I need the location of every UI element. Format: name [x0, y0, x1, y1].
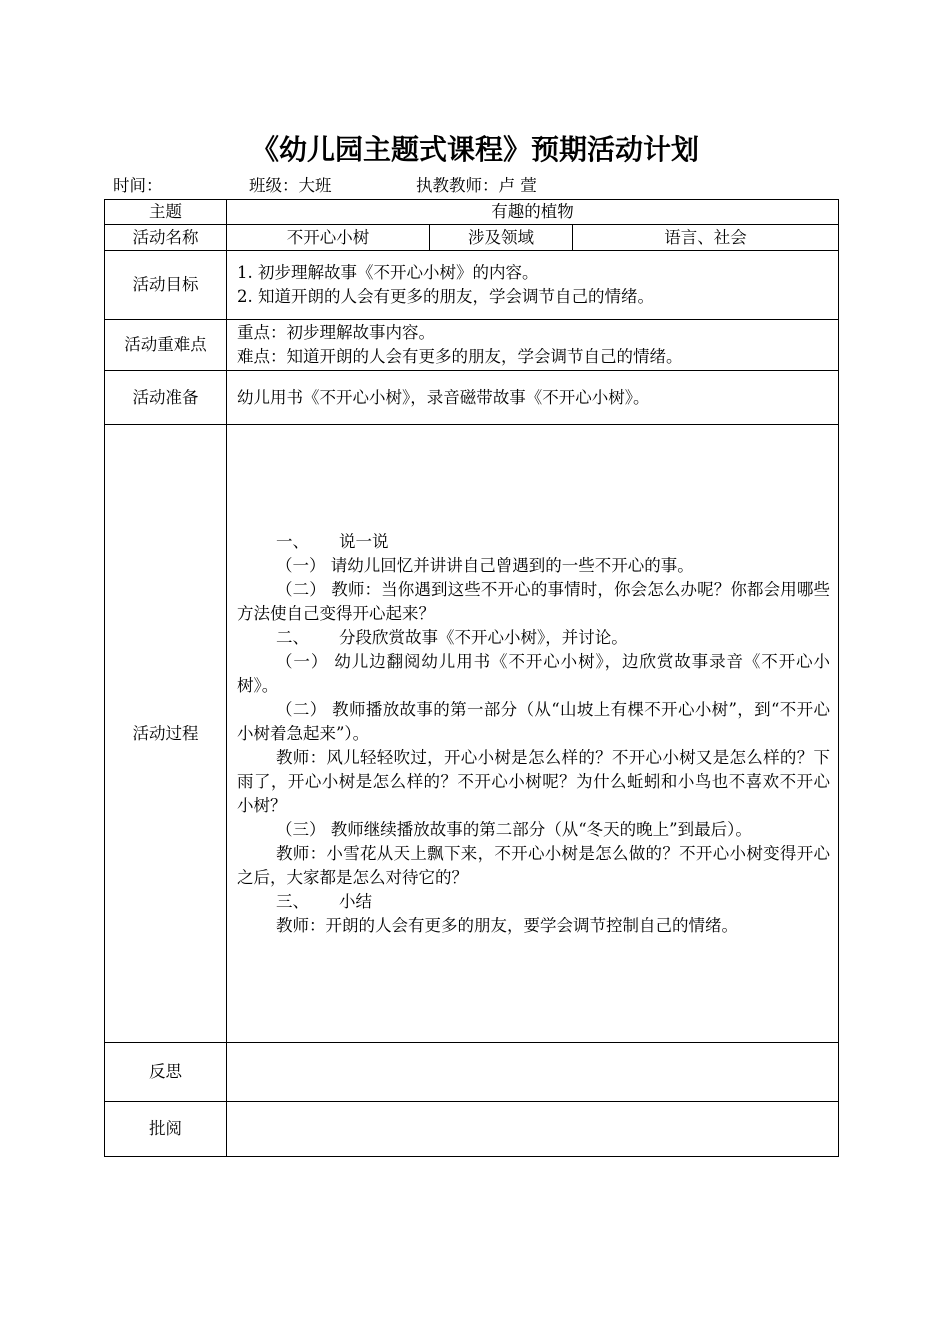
process-paragraph: 教师：小雪花从天上飘下来，不开心小树是怎么做的？不开心小树变得开心之后，大家都是怎么对待它的？	[237, 843, 831, 887]
key-points-row	[105, 320, 839, 371]
section-title: 分段欣赏故事《不开心小树》，并讨论。	[339, 627, 628, 647]
goal-content	[227, 251, 839, 320]
process-paragraph: （三） 教师继续播放故事的第二部分（从“冬天的晚上”到最后）。	[276, 819, 752, 839]
goal-row	[105, 251, 839, 320]
plan-table	[104, 199, 839, 1157]
section-title: 小结	[339, 891, 372, 911]
preparation-label: 活动准备	[105, 371, 227, 425]
process-paragraph: （二） 教师播放故事的第一部分（从“山坡上有棵不开心小树”，到“不开心小树着急起来”）。	[237, 699, 831, 743]
process-section-3	[237, 890, 830, 914]
meta-line	[113, 175, 537, 197]
domain-label: 涉及领域	[430, 225, 573, 251]
goal-label: 活动目标	[105, 251, 227, 320]
key-points-content	[227, 320, 839, 371]
activity-name-value: 不开心小树	[227, 225, 430, 251]
process-section-1	[237, 530, 830, 554]
key-point: 重点：初步理解故事内容。	[237, 323, 435, 342]
preparation-row	[105, 371, 839, 425]
process-paragraph: （二） 教师：当你遇到这些不开心的事情时，你会怎么办呢？你都会用哪些方法使自己变得开心起来？	[237, 579, 831, 623]
reflection-content	[227, 1043, 839, 1102]
process-paragraph: 教师：开朗的人会有更多的朋友，要学会调节控制自己的情绪。	[276, 915, 738, 935]
review-label: 批阅	[105, 1102, 227, 1157]
key-points-label: 活动重难点	[105, 320, 227, 371]
time-label: 时间：	[113, 176, 163, 195]
page-title: 《幼儿园主题式课程》预期活动计划	[250, 133, 699, 166]
process-paragraph: （一） 请幼儿回忆并讲讲自己曾遇到的一些不开心的事。	[276, 555, 694, 575]
review-row	[105, 1102, 839, 1157]
process-label: 活动过程	[105, 425, 227, 1043]
theme-row	[105, 200, 839, 225]
section-title: 说一说	[339, 531, 389, 551]
preparation-content: 幼儿用书《不开心小树》，录音磁带故事《不开心小树》。	[227, 371, 839, 425]
difficult-point: 难点：知道开朗的人会有更多的朋友，学会调节自己的情绪。	[237, 347, 683, 366]
activity-name-row	[105, 225, 839, 251]
theme-value: 有趣的植物	[227, 200, 839, 225]
goal-item: 1. 初步理解故事《不开心小树》的内容。	[237, 263, 539, 282]
domain-value: 语言、社会	[573, 225, 839, 251]
process-section-2	[237, 626, 830, 650]
goal-item: 2. 知道开朗的人会有更多的朋友，学会调节自己的情绪。	[237, 287, 654, 306]
reflection-row	[105, 1043, 839, 1102]
process-content	[227, 425, 839, 1043]
grade-label: 班级：大班	[249, 176, 332, 195]
section-number: 三、	[276, 891, 309, 911]
process-paragraph: 教师：风儿轻轻吹过，开心小树是怎么样的？不开心小树又是怎么样的？下雨了，开心小树是怎么样的？不开心小树呢？为什么蚯蚓和小鸟也不喜欢不开心小树？	[237, 747, 831, 815]
section-number: 一、	[276, 531, 309, 551]
teacher-label: 执教教师：卢 萱	[416, 176, 537, 195]
theme-label: 主题	[105, 200, 227, 225]
review-content	[227, 1102, 839, 1157]
process-row	[105, 425, 839, 1043]
process-paragraph: （一） 幼儿边翻阅幼儿用书《不开心小树》，边欣赏故事录音《不开心小树》。	[237, 651, 831, 695]
section-number: 二、	[276, 627, 309, 647]
reflection-label: 反思	[105, 1043, 227, 1102]
activity-name-label: 活动名称	[105, 225, 227, 251]
